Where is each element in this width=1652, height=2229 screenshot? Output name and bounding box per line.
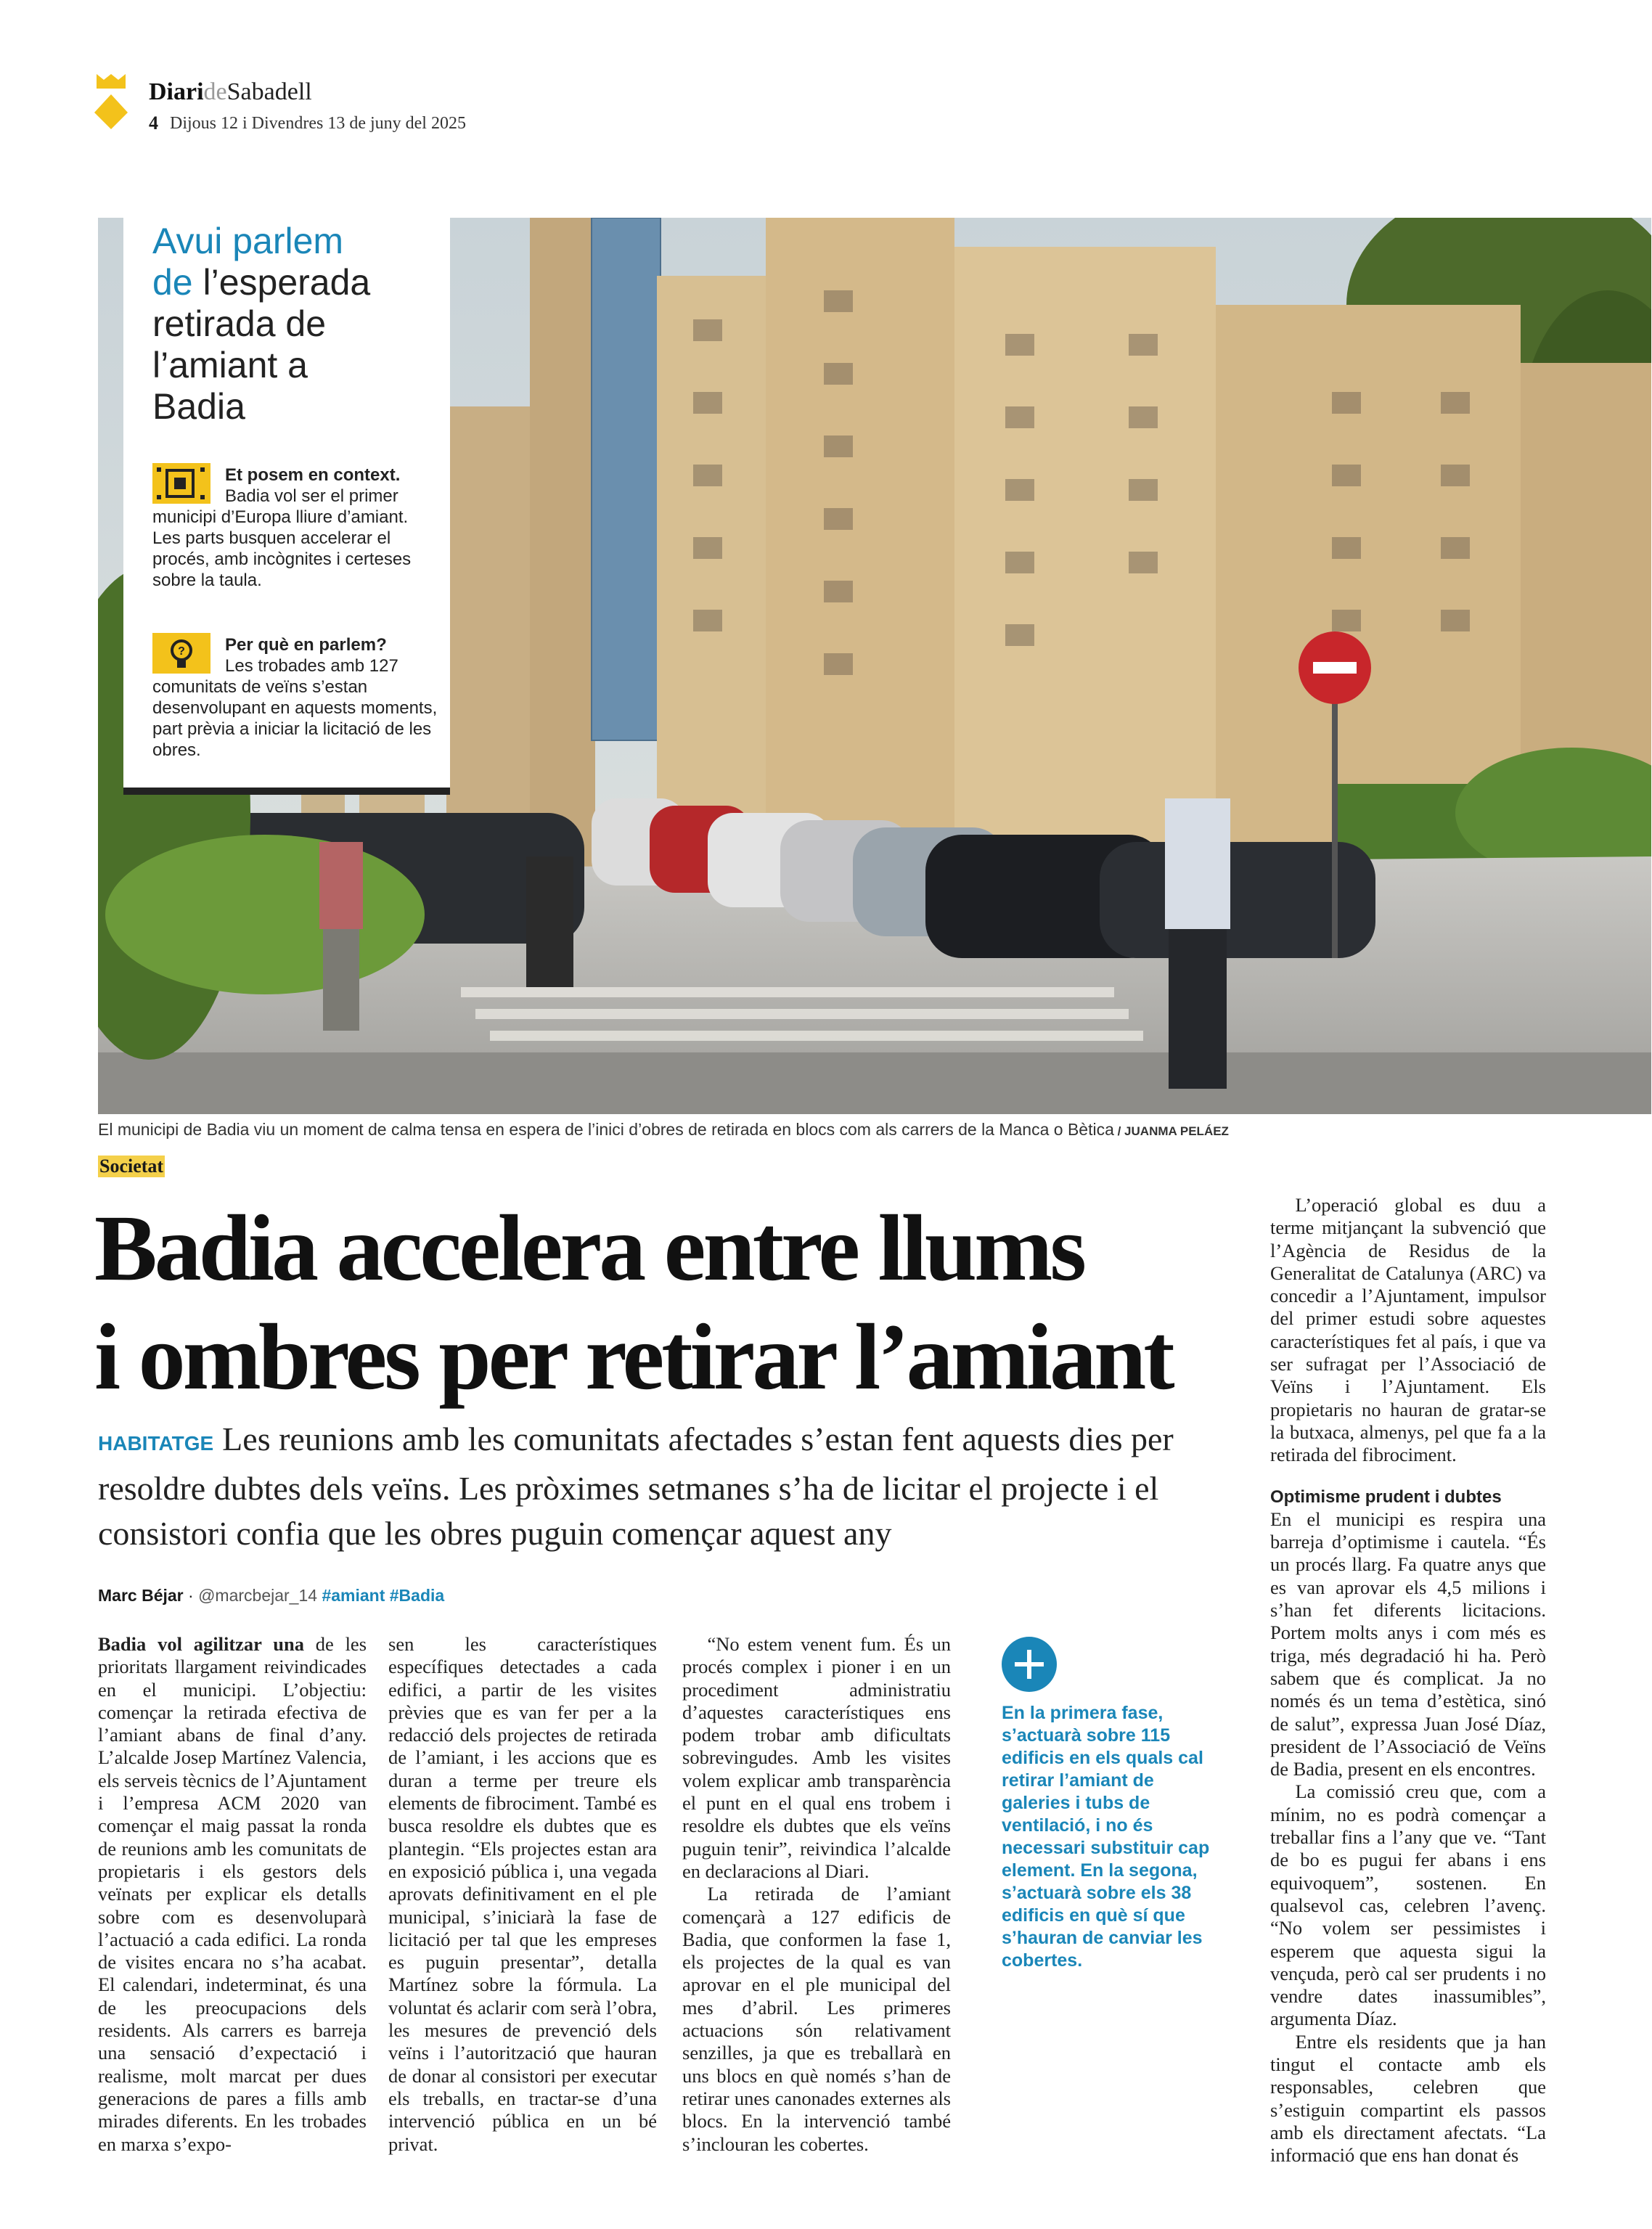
title-rest-3: l’amiant a <box>152 345 308 385</box>
subhead <box>98 1417 1230 1556</box>
brand-de: de <box>203 78 227 105</box>
context-block <box>152 465 439 591</box>
col5-paragraph-3: La comissió creu que, com a mínim, no es podrà començar a treballar fins a l’any que ve. “Tant de bo es pugui fer abans i ens equivoquem”, sostenen. En qualsevol cas, celebren l’avenç. “No volem ser pessimistes i esperem que aquesta sigui la vençuda, però cal ser prudents i no vendre dates inassumibles”, argumenta Díaz. <box>1270 1780 1546 2030</box>
author-handle[interactable]: @marcbejar_14 <box>198 1586 318 1605</box>
page-number: 4 <box>149 113 158 134</box>
col3-paragraph-1: “No estem venent fum. És un procés complex i pioner i en un procediment administratiu d’aquestes característiques ens podem trobar amb dificultats sobrevingudes. Amb les visites volem explicar amb transparència el punt en el qual ens trobem i resoldre els dubtes que els veïns puguin tenir”, reivindica l’alcalde en declaracions al Diari. <box>682 1633 951 1882</box>
shield-logo-icon <box>93 73 129 131</box>
photo-caption <box>98 1120 1622 1140</box>
byline-separator: · <box>183 1586 199 1605</box>
byline <box>98 1586 444 1606</box>
subhead-text: Les reunions amb les comunitats afectades s’estan fent aquests dies per resoldre dubtes dels veïns. Les pròximes setmanes s’ha de licitar el projecte i el consistori confia que les obres puguin començar aquest any <box>98 1420 1174 1552</box>
col2-text: sen les característiques específiques detectades a cada edifici, a partir de les visites prèvies que es van fer per a la redacció dels projectes de retirada de l’amiant, i les accions que es duran a terme per treure els elements de fibrociment. També es busca resoldre els dubtes que es plantegin. “Els projectes estan ara en exposició pública i, una vegada aprovats definitivament en el ple municipal, s’iniciarà la fase de licitació per tal que les empreses es puguin presentar”, detalla Martínez sobre la fórmula. La voluntat és aclarir com serà l’obra, les mesures de prevenció dels veïns i l’autorització que hauran de donar al consistori per executar els treballs, en tractar-se d’una intervenció pública en un bé privat. <box>388 1633 657 2155</box>
kicker: HABITATGE <box>98 1432 214 1455</box>
body-column-5 <box>1270 1194 1546 2167</box>
hashtags[interactable]: #amiant #Badia <box>322 1586 445 1605</box>
sidebar-title <box>152 221 443 428</box>
col5-paragraph-1: L’operació global es duu a terme mitjançant la subvenció que l’Agència de Residus de la Generalitat de Catalunya (ARC) va concedir a l’Ajuntament, impulsor del primer estudi sobre aquestes característiques fet al país, i que va ser sufragat per l’Associació de Veïns i l’Ajuntament. Els propietaris no hauran de gratar-se la butxaca, almenys, pel que fa a la retirada del fibrociment. <box>1270 1194 1546 1466</box>
photo-credit: / JUANMA PELÁEZ <box>1113 1124 1229 1138</box>
col1-text: de les prioritats llargament reivindicades en el municipi. L’objectiu: començar la retirada efectiva de l’amiant abans de final d’any. L’alcalde Josep Martínez Valencia, els serveis tècnics de l’Ajuntament i l’empresa ACM 2020 van començar el maig passat la ronda de reunions amb les comunitats de propietaris i els gestors dels veïnats per explicar els detalls sobre com es desenvoluparà l’actuació a cada edifici. La ronda de visites encara no s’ha acabat. El calendari, indeterminat, és una de les preocupacions dels residents. Als carrers es barreja una sensació d’expectació i realisme, molt marcat per dues generacions de pares a fills amb mirades diferents. En les trobades en marxa s’expo- <box>98 1633 367 2155</box>
lead-in: Badia vol agilitzar una <box>98 1633 304 1655</box>
plus-icon <box>1002 1637 1057 1692</box>
headline-line-1: Badia accelera entre llums <box>94 1196 1084 1301</box>
why-heading: Per què en parlem? <box>225 635 387 655</box>
subheading-optimisme: Optimisme prudent i dubtes <box>1270 1486 1502 1507</box>
title-blue-2: de <box>152 262 193 303</box>
title-rest-2: retirada de <box>152 303 327 344</box>
brand-sabadell: Sabadell <box>226 78 312 105</box>
brand-diari: Diari <box>149 78 204 105</box>
dateline: Dijous 12 i Divendres 13 de juny del 2025 <box>170 114 466 133</box>
masthead[interactable] <box>149 78 312 106</box>
title-blue-1: Avui parlem <box>152 221 344 261</box>
headline-line-2: i ombres per retirar l’amiant <box>94 1305 1172 1410</box>
why-block <box>152 634 439 761</box>
headline <box>94 1194 1234 1412</box>
context-sidebar <box>123 218 450 795</box>
title-rest-1: l’esperada <box>192 262 371 303</box>
title-rest-4: Badia <box>152 386 245 427</box>
body-column-3 <box>682 1633 951 2156</box>
col5-paragraph-4: Entre els residents que ja han tingut el contacte amb els responsables, celebren que s’estiguin compartint els passos amb els directament afectats. “La informació que ens han donat és <box>1270 2030 1546 2167</box>
col5-paragraph-2: En el municipi es respira una barreja d’optimisme i cautela. “És un procés llarg. Fa quatre anys que es van aprovar els 4,5 milions i s’han fet diferents licitacions. Portem molts anys i com més es triga, més degradació hi ha. Però sabem que és complicat. Ja no només és un tema d’estètica, sinó de salut”, expressa Juan José Díaz, president de l’Associació de Veïns de Badia, present en els encontres. <box>1270 1508 1546 1780</box>
caption-text: El municipi de Badia viu un moment de calma tensa en espera de l’inici d’obres de retirada en blocs com als carrers de la Manca o Bètica <box>98 1120 1114 1139</box>
body-column-2 <box>388 1633 657 2156</box>
body-column-1 <box>98 1633 367 2156</box>
section-tag[interactable]: Societat <box>99 1156 164 1177</box>
author-name[interactable]: Marc Béjar <box>98 1586 184 1605</box>
svg-text:?: ? <box>178 645 185 658</box>
context-heading: Et posem en context. <box>225 465 401 485</box>
context-text: Badia vol ser el primer municipi d’Europa lliure d’amiant. Les parts busquen accelerar el procés, amb incògnites i certeses sobre la taula. <box>152 486 412 590</box>
col3-paragraph-2: La retirada de l’amiant començarà a 127 edificis de Badia, que conformen la fase 1, els projectes de la qual es van aprovar en el ple municipal del mes d’abril. Les primeres actuacions són relativament senzilles, ja que es treballarà en uns blocs en què només s’han de retirar unes canonades externes als blocs. En la intervenció també s’inclouran les cobertes. <box>682 1883 951 2155</box>
pull-quote: En la primera fase, s’actuarà sobre 115 edificis en els quals cal retirar l’amiant de galeries i tubs de ventilació, i no és necessari substituir cap element. En la segona, s’actuarà sobre els 38 edificis en què sí que s’hauran de canviar les cobertes. <box>1002 1703 1210 1971</box>
why-text: Les trobades amb 127 comunitats de veïns s’estan desenvolupant en aquests moments, part prèvia a iniciar la licitació de les obres. <box>152 656 438 760</box>
